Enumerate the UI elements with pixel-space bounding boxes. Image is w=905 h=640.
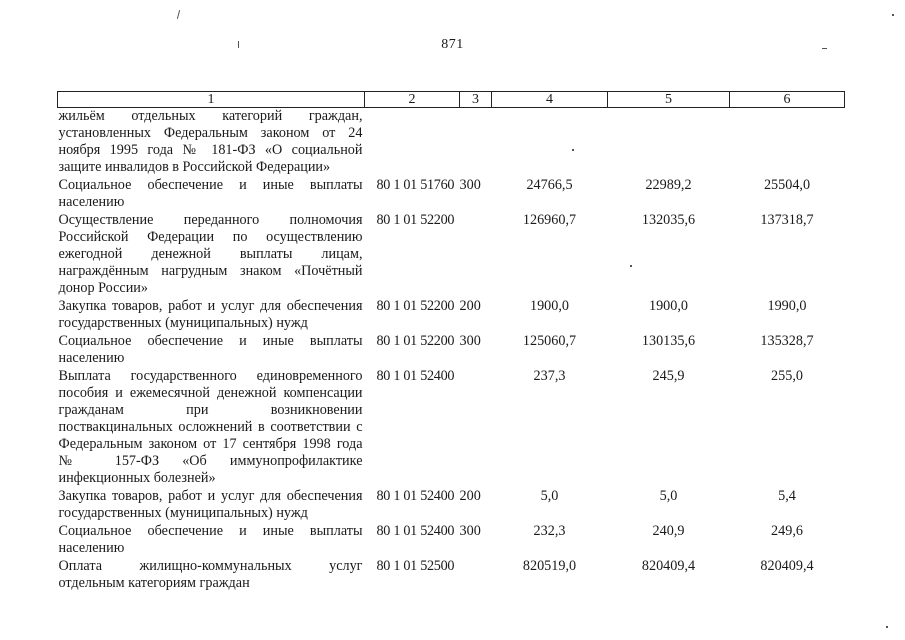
row-value-col5: 240,9: [652, 523, 685, 539]
table-header-row: [58, 92, 845, 108]
column-header: 3: [460, 92, 492, 108]
row-value-col6: 25504,0: [763, 177, 811, 193]
row-expense-type: 200: [459, 298, 481, 314]
table-row: [58, 108, 845, 178]
row-description: жильём отдельных категорий граждан, установленных Федеральным законом от 24 ноября 1995 года № 181-ФЗ «О социальной защите инвалидов в Российской Федерации»: [58, 108, 363, 175]
row-value-col4: 232,3: [533, 523, 566, 539]
row-description: Осуществление переданного полномочия Российской Федерации по осуществлению ежегодной денежной выплаты лицам, награждённым нагрудным знаком «Почётный донор России»: [58, 212, 363, 296]
row-code: 80 1 01 52500: [376, 558, 455, 574]
row-value-col4: 1900,0: [529, 298, 569, 314]
row-value-col4: 820519,0: [522, 558, 577, 574]
scan-speck: [630, 265, 632, 267]
table-row: [58, 298, 845, 333]
column-header: 4: [492, 92, 608, 108]
table-row: [58, 488, 845, 523]
row-value-col6: 249,6: [771, 523, 803, 539]
row-description: Закупка товаров, работ и услуг для обеспечения государственных (муниципальных) нужд: [58, 488, 363, 521]
scan-speck: [177, 10, 180, 19]
row-value-col5: 1900,0: [648, 298, 688, 314]
column-header: 2: [365, 92, 460, 108]
scan-speck: [822, 48, 827, 49]
row-value-col5: 245,9: [652, 368, 685, 384]
row-value-col6: 135328,7: [760, 333, 814, 349]
row-code: 80 1 01 52400: [376, 368, 455, 384]
scan-speck: [892, 14, 894, 16]
scan-speck: [238, 41, 239, 48]
row-expense-type: [460, 212, 492, 298]
table-row: [58, 212, 845, 298]
row-value-col4: 5,0: [540, 488, 559, 504]
row-value-col5: 22989,2: [645, 177, 692, 193]
row-description: Социальное обеспечение и иные выплаты населению: [58, 523, 363, 556]
row-code: 80 1 01 51760: [376, 177, 455, 193]
row-value-col6: 1990,0: [767, 298, 807, 314]
column-header: 5: [608, 92, 730, 108]
row-code: 80 1 01 52400: [376, 523, 455, 539]
row-expense-type: 200: [459, 488, 481, 504]
row-description: Выплата государственного единовременного пособия и ежемесячной денежной компенсации гражданам при возникновении поствакцинальных осложнений в соответствии с Федеральным законом от 17 сентября 1998 года № 157-ФЗ «Об иммунопрофилактике инфекционных болезней»: [58, 368, 363, 486]
column-header: 6: [730, 92, 845, 108]
row-value-col4: 126960,7: [522, 212, 577, 228]
budget-table: [57, 91, 845, 593]
row-value-col5: [608, 108, 730, 178]
table-row: [58, 177, 845, 212]
row-description: Социальное обеспечение и иные выплаты населению: [58, 333, 363, 366]
row-value-col6: 255,0: [771, 368, 803, 384]
row-code: 80 1 01 52400: [376, 488, 455, 504]
row-description: Оплата жилищно-коммунальных услуг отдельным категориям граждан: [58, 558, 363, 591]
row-value-col5: 130135,6: [641, 333, 696, 349]
row-expense-type: [460, 368, 492, 488]
row-value-col5: 132035,6: [641, 212, 696, 228]
scan-speck: [886, 626, 888, 628]
row-description: Закупка товаров, работ и услуг для обеспечения государственных (муниципальных) нужд: [58, 298, 363, 331]
row-value-col5: 820409,4: [641, 558, 696, 574]
row-value-col6: 5,4: [778, 488, 796, 504]
row-expense-type: [460, 558, 492, 593]
table-row: [58, 523, 845, 558]
row-code: [365, 108, 460, 178]
row-value-col4: [492, 108, 608, 178]
row-expense-type: 300: [459, 177, 481, 193]
row-code: 80 1 01 52200: [376, 298, 455, 314]
row-value-col5: 5,0: [659, 488, 678, 504]
row-value-col4: 125060,7: [522, 333, 577, 349]
row-value-col6: [730, 108, 845, 178]
row-expense-type: 300: [459, 523, 481, 539]
row-code: 80 1 01 52200: [376, 212, 455, 228]
scan-speck: [572, 149, 574, 151]
table-row: [58, 368, 845, 488]
column-header: 1: [58, 92, 365, 108]
page-number: 871: [441, 37, 464, 52]
row-expense-type: 300: [459, 333, 481, 349]
row-value-col4: 237,3: [533, 368, 566, 384]
table-row: [58, 558, 845, 593]
row-value-col4: 24766,5: [526, 177, 573, 193]
table-row: [58, 333, 845, 368]
row-description: Социальное обеспечение и иные выплаты населению: [58, 177, 363, 210]
row-expense-type: [460, 108, 492, 178]
row-value-col6: 137318,7: [760, 212, 814, 228]
row-code: 80 1 01 52200: [376, 333, 455, 349]
row-value-col6: 820409,4: [760, 558, 814, 574]
